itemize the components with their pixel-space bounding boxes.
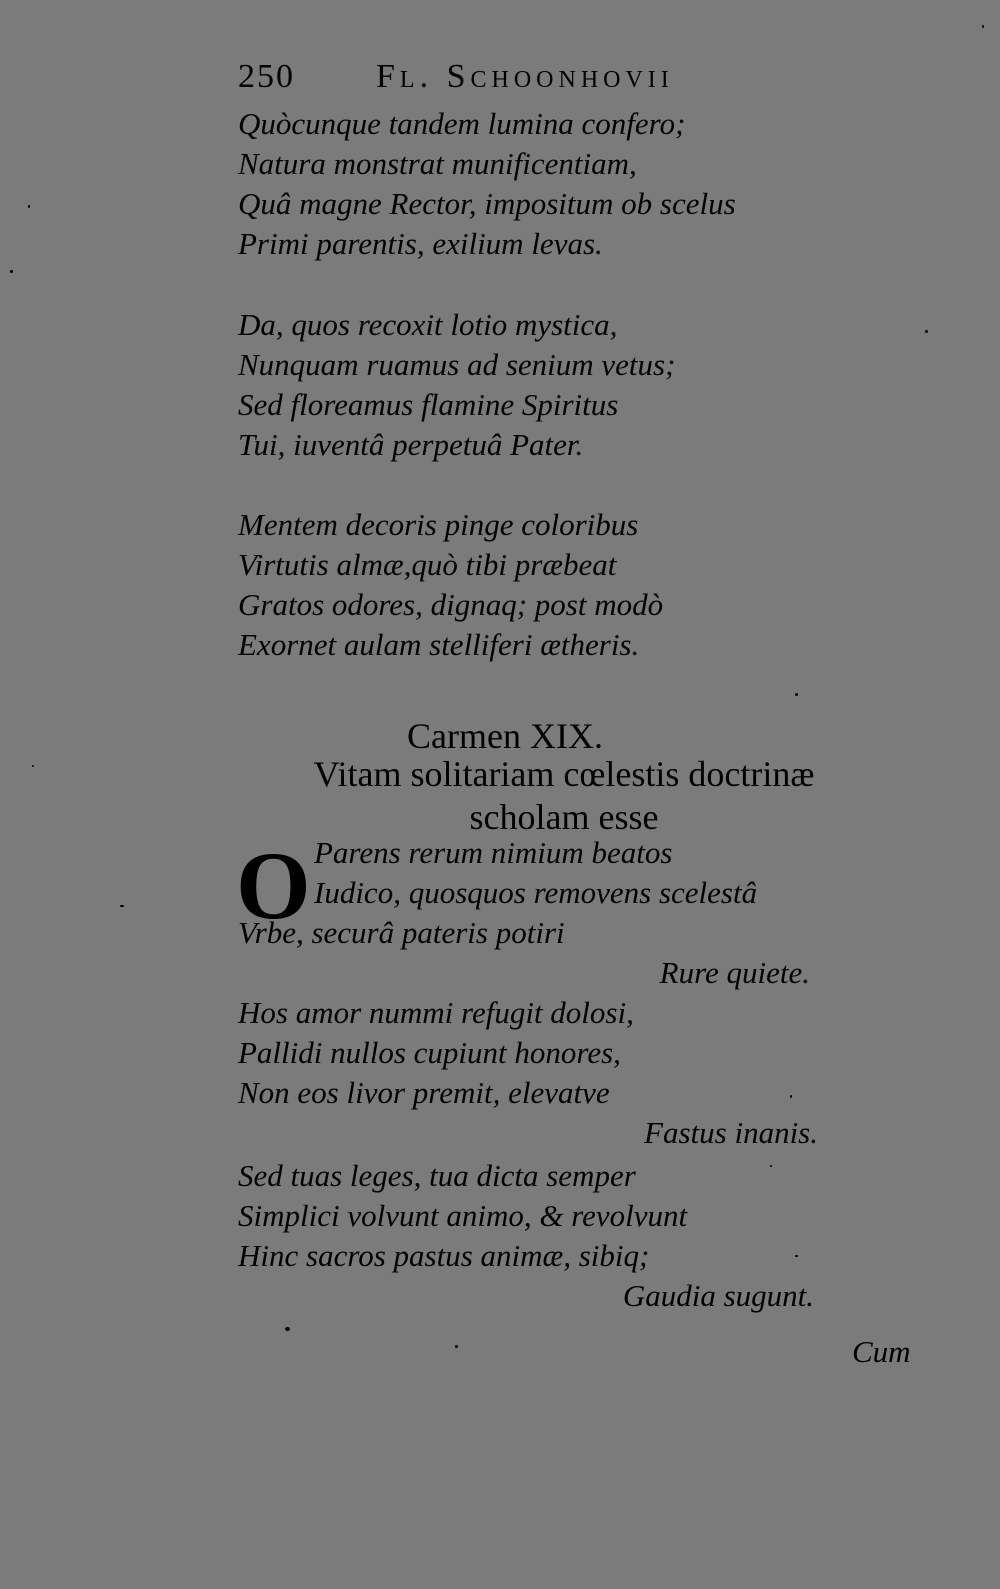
carmen-subtitle-line-1: Vitam solitariam cœlestis doctrinæ — [313, 754, 815, 794]
verse-line: Hinc sacros pastus animæ, sibiq; — [238, 1238, 650, 1273]
scan-speck — [982, 25, 984, 28]
scan-speck — [455, 1345, 458, 1348]
stanza-6 — [238, 1156, 814, 1316]
scan-speck — [770, 1165, 772, 1167]
verse-line: Virtutis almæ,quò tibi præbeat — [238, 547, 617, 582]
scan-speck — [120, 905, 124, 907]
verse-adonic-line: Gaudia sugunt. — [622, 1278, 814, 1313]
verse-line: Pallidi nullos cupiunt honores, — [238, 1035, 621, 1070]
verse-line: Gratos odores, dignaq; post modò — [238, 587, 664, 622]
running-title: Fl. Schoonhovii — [376, 58, 674, 95]
verse-line: Non eos livor premit, elevatve — [238, 1075, 610, 1110]
verse-line: Sed tuas leges, tua dicta semper — [238, 1158, 636, 1193]
stanza-4 — [238, 833, 810, 993]
carmen-subtitle-line-2: scholam esse — [469, 797, 659, 837]
verse-adonic-line: Fastus inanis. — [644, 1115, 818, 1150]
verse-line: Simplici volvunt animo, & revolvunt — [238, 1198, 688, 1233]
verse-line: Parens rerum nimium beatos — [314, 835, 673, 870]
verse-line: Iudico, quosquos removens scelestâ — [314, 875, 758, 910]
carmen-title: Carmen XIX. — [407, 716, 603, 756]
stanza-5 — [238, 993, 818, 1153]
verse-line: Nunquam ruamus ad senium vetus; — [238, 347, 676, 382]
stanza-3 — [238, 505, 663, 665]
verse-line: Da, quos recoxit lotio mystica, — [238, 307, 618, 342]
verse-line: Quâ magne Rector, impositum ob scelus — [238, 186, 736, 221]
drop-cap: O — [236, 832, 311, 939]
stanza-2 — [238, 305, 675, 465]
catchword: Cum — [852, 1334, 911, 1369]
verse-line: Tui, iuventâ perpetuâ Pater. — [238, 427, 584, 462]
verse-line: Natura monstrat munificentiam, — [238, 146, 637, 181]
page-number: 250 — [238, 58, 295, 95]
scan-speck — [925, 330, 928, 333]
verse-line: Exornet aulam stelliferi ætheris. — [238, 627, 640, 662]
stanza-1 — [238, 104, 736, 264]
verse-line: Primi parentis, exilium levas. — [238, 226, 603, 261]
scan-speck — [790, 1095, 792, 1098]
verse-line: Vrbe, securâ pateris potiri — [238, 915, 565, 950]
scan-speck — [28, 205, 30, 208]
scan-speck — [285, 1327, 290, 1331]
scan-speck — [10, 270, 13, 273]
scan-speck — [32, 765, 34, 767]
verse-line: Sed floreamus flamine Spiritus — [238, 387, 619, 422]
scan-speck — [795, 693, 798, 696]
verse-adonic-line: Rure quiete. — [659, 955, 810, 990]
running-head — [238, 58, 778, 102]
scan-speck — [795, 1255, 798, 1257]
verse-line: Mentem decoris pinge coloribus — [238, 507, 639, 542]
verse-line: Quòcunque tandem lumina confero; — [238, 106, 686, 141]
verse-line: Hos amor nummi refugit dolosi, — [238, 995, 634, 1030]
